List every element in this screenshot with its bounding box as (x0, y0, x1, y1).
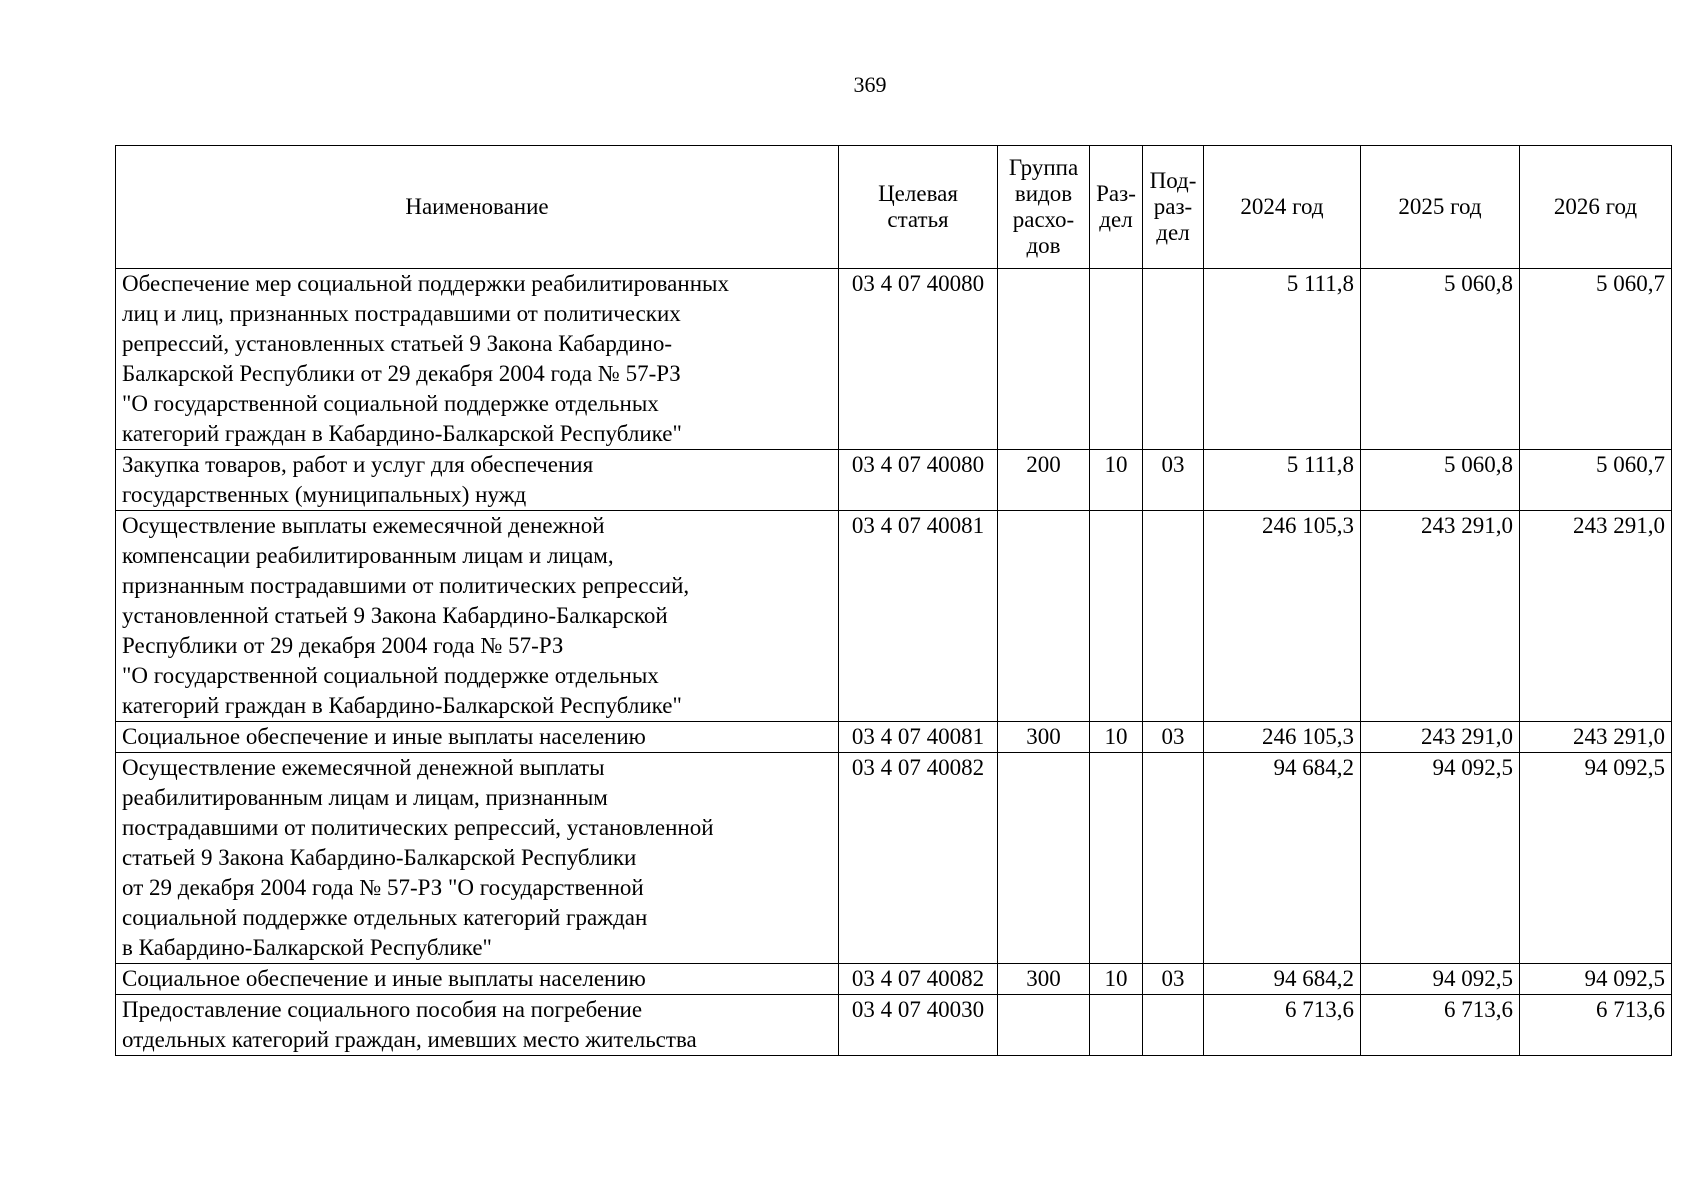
table-row (116, 269, 1672, 450)
row-amount-2024: 246 105,3 (1204, 511, 1361, 722)
row-name: Осуществление ежемесячной денежной выплаты реабилитированным лицам и лицам, признанным пострадавшими от политических репрессий, установленной статьей 9 Закона Кабардино-Балкарской Республики от 29 декабря 2004 года № 57-РЗ "О государственной социальной поддержке отдельных категорий граждан в Кабардино-Балкарской Республике" (116, 753, 839, 964)
row-expense-group: 200 (998, 450, 1090, 511)
row-subsection: 03 (1143, 450, 1204, 511)
table-row (116, 964, 1672, 995)
row-expense-group: 300 (998, 722, 1090, 753)
header-year-2025: 2025 год (1361, 146, 1520, 269)
row-name: Осуществление выплаты ежемесячной денежной компенсации реабилитированным лицам и лицам, признанным пострадавшими от политических репрессий, установленной статьей 9 Закона Кабардино-Балкарской Республики от 29 декабря 2004 года № 57-РЗ "О государственной социальной поддержке отдельных категорий граждан в Кабардино-Балкарской Республике" (116, 511, 839, 722)
row-amount-2025: 5 060,8 (1361, 269, 1520, 450)
row-amount-2024: 246 105,3 (1204, 722, 1361, 753)
row-target-article: 03 4 07 40082 (839, 964, 998, 995)
row-amount-2026: 243 291,0 (1520, 511, 1672, 722)
row-amount-2026: 5 060,7 (1520, 450, 1672, 511)
header-expense-group: Группа видов расхо- дов (998, 146, 1090, 269)
row-amount-2025: 5 060,8 (1361, 450, 1520, 511)
row-section (1090, 511, 1143, 722)
row-section (1090, 269, 1143, 450)
row-amount-2024: 6 713,6 (1204, 995, 1361, 1056)
table-row (116, 722, 1672, 753)
header-subsection: Под- раз- дел (1143, 146, 1204, 269)
table-row (116, 511, 1672, 722)
row-subsection (1143, 995, 1204, 1056)
row-section (1090, 995, 1143, 1056)
table-row (116, 753, 1672, 964)
header-year-2026: 2026 год (1520, 146, 1672, 269)
row-name: Предоставление социального пособия на погребение отдельных категорий граждан, имевших место жительства (116, 995, 839, 1056)
row-name: Социальное обеспечение и иные выплаты населению (116, 964, 839, 995)
row-amount-2024: 94 684,2 (1204, 753, 1361, 964)
row-amount-2025: 243 291,0 (1361, 722, 1520, 753)
row-section: 10 (1090, 450, 1143, 511)
row-amount-2026: 243 291,0 (1520, 722, 1672, 753)
row-amount-2024: 5 111,8 (1204, 269, 1361, 450)
row-subsection: 03 (1143, 964, 1204, 995)
row-amount-2026: 6 713,6 (1520, 995, 1672, 1056)
row-section (1090, 753, 1143, 964)
row-name: Обеспечение мер социальной поддержки реабилитированных лиц и лиц, признанных пострадавшими от политических репрессий, установленных статьей 9 Закона Кабардино- Балкарской Республики от 29 декабря 2004 года № 57-РЗ "О государственной социальной поддержке отдельных категорий граждан в Кабардино-Балкарской Республике" (116, 269, 839, 450)
row-expense-group (998, 995, 1090, 1056)
row-amount-2025: 94 092,5 (1361, 964, 1520, 995)
row-target-article: 03 4 07 40080 (839, 269, 998, 450)
header-section: Раз- дел (1090, 146, 1143, 269)
row-amount-2024: 94 684,2 (1204, 964, 1361, 995)
header-year-2024: 2024 год (1204, 146, 1361, 269)
page-number: 369 (853, 72, 887, 97)
row-amount-2024: 5 111,8 (1204, 450, 1361, 511)
row-expense-group (998, 753, 1090, 964)
row-target-article: 03 4 07 40082 (839, 753, 998, 964)
row-amount-2026: 94 092,5 (1520, 753, 1672, 964)
row-subsection: 03 (1143, 722, 1204, 753)
row-target-article: 03 4 07 40080 (839, 450, 998, 511)
row-amount-2025: 94 092,5 (1361, 753, 1520, 964)
table-row (116, 995, 1672, 1056)
header-target-article: Целевая статья (839, 146, 998, 269)
row-subsection (1143, 511, 1204, 722)
row-amount-2025: 243 291,0 (1361, 511, 1520, 722)
row-subsection (1143, 753, 1204, 964)
row-name: Закупка товаров, работ и услуг для обеспечения государственных (муниципальных) нужд (116, 450, 839, 511)
row-amount-2025: 6 713,6 (1361, 995, 1520, 1056)
row-section: 10 (1090, 722, 1143, 753)
row-target-article: 03 4 07 40081 (839, 722, 998, 753)
header-name: Наименование (116, 146, 839, 269)
row-amount-2026: 94 092,5 (1520, 964, 1672, 995)
row-target-article: 03 4 07 40081 (839, 511, 998, 722)
row-name: Социальное обеспечение и иные выплаты населению (116, 722, 839, 753)
row-amount-2026: 5 060,7 (1520, 269, 1672, 450)
row-target-article: 03 4 07 40030 (839, 995, 998, 1056)
row-section: 10 (1090, 964, 1143, 995)
row-subsection (1143, 269, 1204, 450)
table-row (116, 450, 1672, 511)
row-expense-group (998, 269, 1090, 450)
row-expense-group: 300 (998, 964, 1090, 995)
row-expense-group (998, 511, 1090, 722)
budget-table (115, 145, 1672, 1056)
table-header-row (116, 146, 1672, 269)
